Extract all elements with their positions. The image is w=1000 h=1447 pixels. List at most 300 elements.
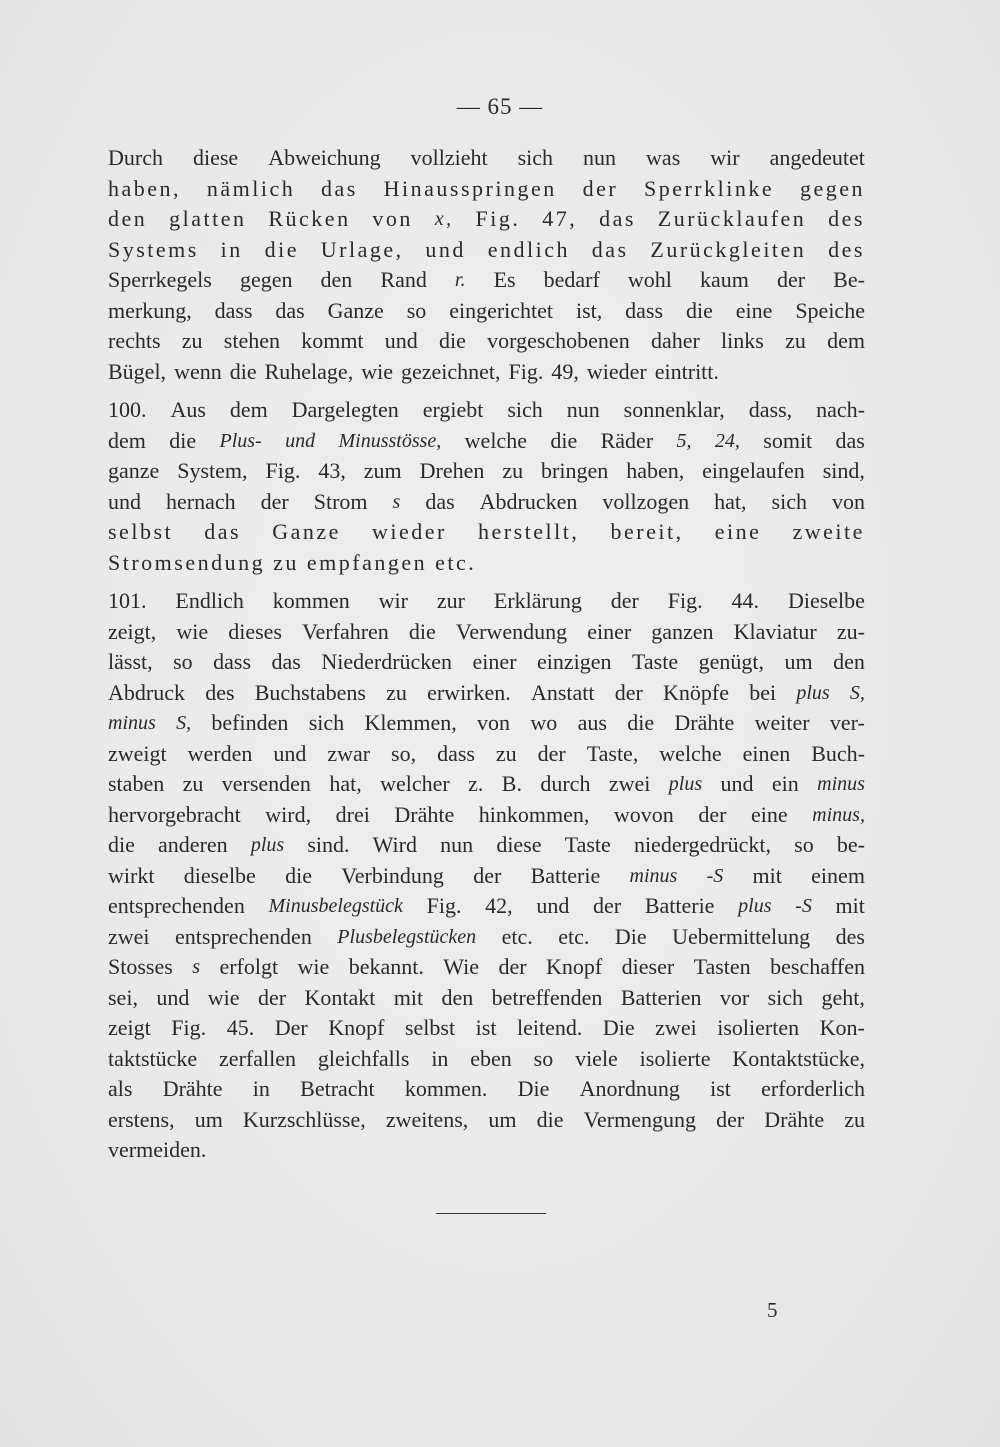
word: des: [828, 206, 865, 231]
word: drei: [335, 801, 370, 827]
word: die: [439, 328, 466, 353]
word: endlich: [487, 236, 570, 262]
word: Kurzschlüsse,: [242, 1106, 366, 1132]
word: staben: [108, 771, 165, 796]
word: und: [536, 893, 570, 918]
word: zu-: [836, 618, 865, 644]
word: die: [627, 710, 655, 735]
page-number: — 65 —: [456, 94, 544, 119]
word: Knöpfe: [663, 679, 730, 705]
word: dieses: [228, 618, 282, 644]
text-line: [108, 548, 865, 579]
text-line: [108, 1105, 865, 1136]
word: bedarf: [543, 267, 600, 292]
word: um: [784, 649, 813, 674]
word: ist,: [575, 297, 603, 323]
word: 43,: [318, 458, 346, 483]
word: zwei: [108, 923, 150, 949]
word: bekannt.: [348, 954, 424, 979]
text-line: [108, 204, 865, 235]
word: Abweichung: [268, 145, 381, 170]
text-line: [108, 922, 865, 953]
word: der: [716, 1106, 745, 1132]
text-line: [108, 678, 865, 709]
word: Taste: [632, 649, 679, 674]
text-line: [108, 517, 865, 548]
word: Taste: [564, 832, 611, 857]
word: den: [441, 984, 474, 1010]
word: sich: [771, 488, 807, 514]
text-line: [108, 1044, 865, 1075]
text-line: [108, 952, 865, 983]
word: plus: [796, 681, 830, 704]
word: der: [537, 740, 566, 766]
word: minus: [817, 773, 865, 795]
word: so: [794, 832, 814, 857]
word: merkung,: [108, 297, 192, 323]
word: Dieselbe: [787, 588, 865, 613]
word: eingelaufen: [702, 458, 805, 483]
word: eine: [714, 519, 762, 544]
word: die: [229, 358, 257, 384]
text-line: [108, 1074, 865, 1105]
word: weiter: [754, 710, 810, 735]
word: einem: [811, 862, 865, 888]
word: werden: [187, 740, 253, 766]
word: Fig.: [667, 588, 703, 613]
word: Buch-: [811, 740, 865, 766]
word: sei,: [108, 984, 138, 1010]
word: wie: [207, 984, 240, 1010]
word: dem: [229, 397, 268, 422]
text-line: [108, 426, 865, 457]
text-line: [108, 1013, 865, 1044]
word: Kontaktstücke,: [732, 1045, 865, 1071]
word: der: [260, 488, 289, 514]
word: ein: [771, 771, 799, 796]
word: dass: [214, 297, 253, 323]
word: 24,: [714, 429, 740, 452]
word: einzigen: [537, 649, 612, 674]
word: Endlich: [175, 588, 244, 613]
word: Abdruck: [108, 679, 185, 705]
word: welcher: [380, 771, 450, 796]
word: Ganze: [272, 519, 341, 544]
word: des: [828, 236, 865, 262]
paragraph-gap: [108, 578, 865, 586]
word: kommen.: [404, 1076, 488, 1101]
word: wie: [361, 358, 393, 384]
text-line: [108, 861, 865, 892]
text-line: [108, 800, 865, 831]
word: sich: [517, 145, 554, 170]
word: die: [550, 427, 578, 453]
word: des: [205, 679, 235, 705]
word: aus: [577, 710, 607, 735]
word: diese: [192, 145, 239, 170]
word: System,: [177, 458, 248, 483]
word: haben,: [108, 175, 182, 201]
word: Systems: [108, 236, 199, 262]
word: die: [408, 618, 436, 644]
word: der: [776, 267, 806, 292]
word: minus,: [812, 803, 865, 826]
word: Knopf: [545, 954, 603, 979]
word: Dargelegten: [291, 397, 399, 422]
word: Stosses: [108, 954, 173, 979]
word: Wie: [443, 954, 480, 979]
word: angedeutet: [769, 145, 865, 170]
word: Es: [493, 267, 516, 292]
word: den: [320, 267, 353, 292]
word: Die: [602, 1015, 635, 1040]
word: der: [593, 893, 622, 918]
paragraph-gap: [108, 387, 865, 395]
word: nun: [583, 145, 617, 170]
word: dass,: [748, 397, 793, 422]
word: wirkt: [108, 862, 155, 888]
word: der: [610, 588, 639, 613]
word: Plusbelegstücken: [337, 925, 477, 948]
word: stehen: [223, 328, 280, 353]
word: Klemmen,: [364, 710, 457, 735]
word: Zurückgleiten: [650, 236, 807, 262]
word: be-: [836, 832, 865, 857]
word: der: [257, 984, 287, 1010]
word: Rücken: [268, 206, 351, 231]
word: Batterie: [530, 862, 601, 888]
word: 5,: [676, 429, 692, 452]
text-line: [108, 143, 865, 174]
word: Uebermittelung: [672, 923, 811, 949]
word: bringen: [541, 458, 609, 483]
word: vor: [719, 984, 750, 1010]
word: von: [477, 710, 511, 735]
word: ganzen: [651, 618, 714, 644]
word: ist: [710, 1076, 731, 1101]
word: zeigt: [108, 1015, 151, 1040]
word: Der: [274, 1015, 308, 1040]
word: in: [252, 1076, 270, 1101]
word: und: [425, 236, 466, 262]
word: Ruhelage,: [264, 358, 354, 384]
word: Fig.: [265, 458, 301, 483]
word: Sperrklinke: [643, 175, 775, 201]
word: eben: [470, 1045, 512, 1071]
word: hinkommen,: [478, 801, 590, 827]
word: 101.: [108, 588, 147, 613]
word: Be-: [833, 267, 865, 292]
word: und: [156, 984, 190, 1010]
word: hervorgebracht: [108, 801, 241, 827]
word: 49,: [551, 358, 579, 384]
word: diese: [496, 832, 542, 857]
word: zwei: [608, 771, 651, 796]
word: zeigt,: [108, 618, 157, 644]
word: zu: [273, 549, 299, 575]
word: zu: [495, 740, 517, 766]
word: einen: [742, 740, 791, 766]
text-line: [108, 1135, 865, 1166]
word: betreffenden: [491, 984, 603, 1010]
word: dem: [108, 427, 146, 453]
word: Klaviatur: [733, 618, 817, 644]
word: hat,: [714, 488, 747, 514]
word: gleichfalls: [317, 1045, 410, 1071]
word: niedergedrückt,: [633, 832, 771, 857]
word: Zurücklaufen: [657, 206, 807, 231]
word: Drähte: [674, 710, 735, 735]
word: -S: [795, 895, 812, 917]
text-line: [108, 891, 865, 922]
word: den: [833, 649, 865, 674]
word: der: [698, 801, 727, 827]
word: Speiche: [795, 297, 865, 323]
word: Kontakt: [304, 984, 376, 1010]
word: zerfallen: [219, 1045, 296, 1071]
word: entsprechenden: [108, 893, 245, 918]
word: welche: [464, 427, 527, 453]
word: so: [533, 1045, 554, 1071]
word: Stromsendung: [108, 549, 266, 575]
word: der: [473, 862, 502, 888]
word: links: [721, 328, 764, 353]
word: durch: [540, 771, 591, 796]
text-line: [108, 265, 865, 296]
text-line: [108, 357, 865, 388]
word: von: [832, 488, 865, 514]
paragraph: [108, 586, 865, 1166]
word: wohl: [627, 267, 672, 292]
word: Drähte: [162, 1076, 223, 1101]
word: wie: [297, 954, 330, 979]
word: das: [425, 488, 455, 514]
word: ergiebt: [422, 397, 484, 422]
word: dass: [625, 297, 664, 323]
word: wieder: [586, 358, 647, 384]
signature-mark: 5: [767, 1298, 778, 1322]
word: selbst: [108, 519, 174, 544]
word: gezeichnet,: [400, 358, 501, 384]
word: so,: [391, 740, 417, 766]
text-line: [108, 617, 865, 648]
word: und: [108, 488, 141, 514]
word: minus: [108, 712, 156, 734]
word: wovon: [613, 801, 674, 827]
word: etc.: [435, 549, 477, 575]
word: daher: [650, 328, 700, 353]
word: nämlich: [206, 175, 296, 201]
word: zweigt: [108, 740, 167, 766]
word: kommen: [272, 588, 350, 613]
word: dieser: [621, 954, 675, 979]
word: wo: [530, 710, 558, 735]
word: zu: [181, 328, 203, 353]
word: dass: [213, 649, 252, 674]
word: zu: [844, 1106, 865, 1132]
word: Rand: [380, 267, 427, 292]
word: dass: [437, 740, 475, 766]
word: -S: [706, 864, 724, 887]
word: 47,: [542, 206, 578, 231]
word: Batterie: [644, 893, 715, 918]
word: 100.: [108, 397, 147, 422]
word: Batterien: [620, 984, 702, 1010]
text-line: [108, 296, 865, 327]
word: S,: [849, 681, 865, 704]
text-line: [108, 739, 865, 770]
word: zur: [436, 588, 465, 613]
word: der: [582, 175, 619, 201]
word: erwirken.: [427, 679, 511, 705]
word: Fig.: [508, 358, 544, 384]
word: kommt: [301, 328, 364, 353]
word: Die: [614, 923, 647, 949]
word: somit: [763, 427, 813, 453]
word: rechts: [108, 328, 161, 353]
word: zu: [502, 458, 524, 483]
word: dieselbe: [183, 862, 256, 888]
word: etc.: [501, 923, 533, 949]
word: in: [431, 1045, 449, 1071]
word: Vermengung: [583, 1106, 696, 1132]
word: der: [614, 679, 643, 705]
word: gegen: [239, 267, 293, 292]
section-rule: [436, 1213, 546, 1214]
word: eine: [735, 297, 773, 323]
word: erforderlich: [761, 1076, 865, 1101]
word: das: [321, 175, 358, 201]
word: einer: [587, 618, 632, 644]
word: Taste,: [586, 740, 639, 766]
word: das: [275, 297, 305, 323]
text-line: [108, 395, 865, 426]
word: was: [646, 145, 681, 170]
word: wir: [378, 588, 408, 613]
text-line: [108, 174, 865, 205]
word: eintritt.: [654, 358, 719, 384]
word: sich: [767, 984, 804, 1010]
text-line: [108, 487, 865, 518]
word: vorgeschobenen: [487, 328, 630, 353]
word: und: [273, 740, 307, 766]
word: mit: [835, 893, 865, 918]
word: die: [108, 832, 135, 857]
text-line: [108, 983, 865, 1014]
word: Betracht: [300, 1076, 375, 1101]
word: eingerichtet: [449, 297, 554, 323]
word: Hinausspringen: [383, 175, 557, 201]
word: Fig.: [171, 1015, 207, 1040]
word: das: [835, 427, 865, 453]
word: Drähte: [394, 801, 455, 827]
text-line: [108, 456, 865, 487]
word: Erklärung: [493, 588, 582, 613]
word: isolierten: [717, 1015, 800, 1040]
word: ver-: [829, 710, 865, 735]
word: um: [488, 1106, 517, 1132]
word: plus: [668, 773, 703, 795]
word: empfangen: [306, 549, 428, 575]
word: Verwendung: [455, 618, 568, 644]
word: das: [591, 236, 629, 262]
word: Verfahren: [302, 618, 389, 644]
word: den: [108, 206, 148, 231]
word: Buchstabens: [254, 679, 366, 705]
word: 45.: [226, 1015, 255, 1040]
word: wir: [710, 145, 740, 170]
word: zweite: [792, 519, 865, 544]
word: zweitens,: [385, 1106, 469, 1132]
paragraph: [108, 395, 865, 578]
word: gegen: [799, 175, 865, 201]
word: z.: [468, 771, 484, 796]
word: s: [192, 956, 201, 978]
word: dem: [827, 328, 865, 353]
word: und: [720, 771, 754, 796]
word: erfolgt: [219, 954, 279, 979]
word: Aus: [170, 397, 206, 422]
word: bei: [749, 679, 777, 705]
word: die: [264, 236, 299, 262]
word: zu: [386, 679, 407, 705]
word: selbst: [404, 1015, 456, 1040]
word: entsprechenden: [175, 923, 312, 949]
word: und: [384, 328, 418, 353]
word: Die: [517, 1076, 550, 1101]
word: Anordnung: [579, 1076, 680, 1101]
word: wie: [176, 618, 209, 644]
word: glatten: [169, 206, 247, 231]
word: sich: [308, 710, 345, 735]
word: die: [169, 427, 197, 453]
word: plus: [250, 834, 285, 856]
word: Minusstösse,: [338, 429, 442, 452]
word: anderen: [158, 832, 228, 857]
word: sich: [507, 397, 543, 422]
word: Bügel,: [108, 358, 167, 384]
word: zwei: [655, 1015, 697, 1040]
word: leitend.: [516, 1015, 583, 1040]
word: das: [271, 649, 301, 674]
word: 44.: [731, 588, 760, 613]
word: Verbindung: [341, 862, 444, 888]
word: sind,: [822, 458, 865, 483]
word: Drehen: [419, 458, 485, 483]
word: vollzieht: [410, 145, 488, 170]
word: einer: [472, 649, 517, 674]
text-line: [108, 235, 865, 266]
word: Durch: [108, 145, 163, 170]
word: Räder: [600, 427, 654, 453]
word: Drähte: [764, 1106, 825, 1132]
word: Fig.: [426, 893, 462, 918]
word: und: [285, 429, 316, 452]
word: Strom: [313, 488, 368, 514]
word: s: [392, 490, 401, 513]
word: befinden: [211, 710, 289, 735]
word: Sperrkegels: [108, 267, 212, 292]
word: nun: [440, 832, 474, 857]
word: sind.: [307, 832, 350, 857]
word: erstens,: [108, 1106, 175, 1132]
word: das: [599, 206, 636, 231]
text-line: [108, 708, 865, 739]
word: vollzogen: [602, 488, 690, 514]
word: Plus-: [219, 429, 262, 452]
word: um: [194, 1106, 223, 1132]
word: Minusbelegstück: [268, 895, 403, 917]
